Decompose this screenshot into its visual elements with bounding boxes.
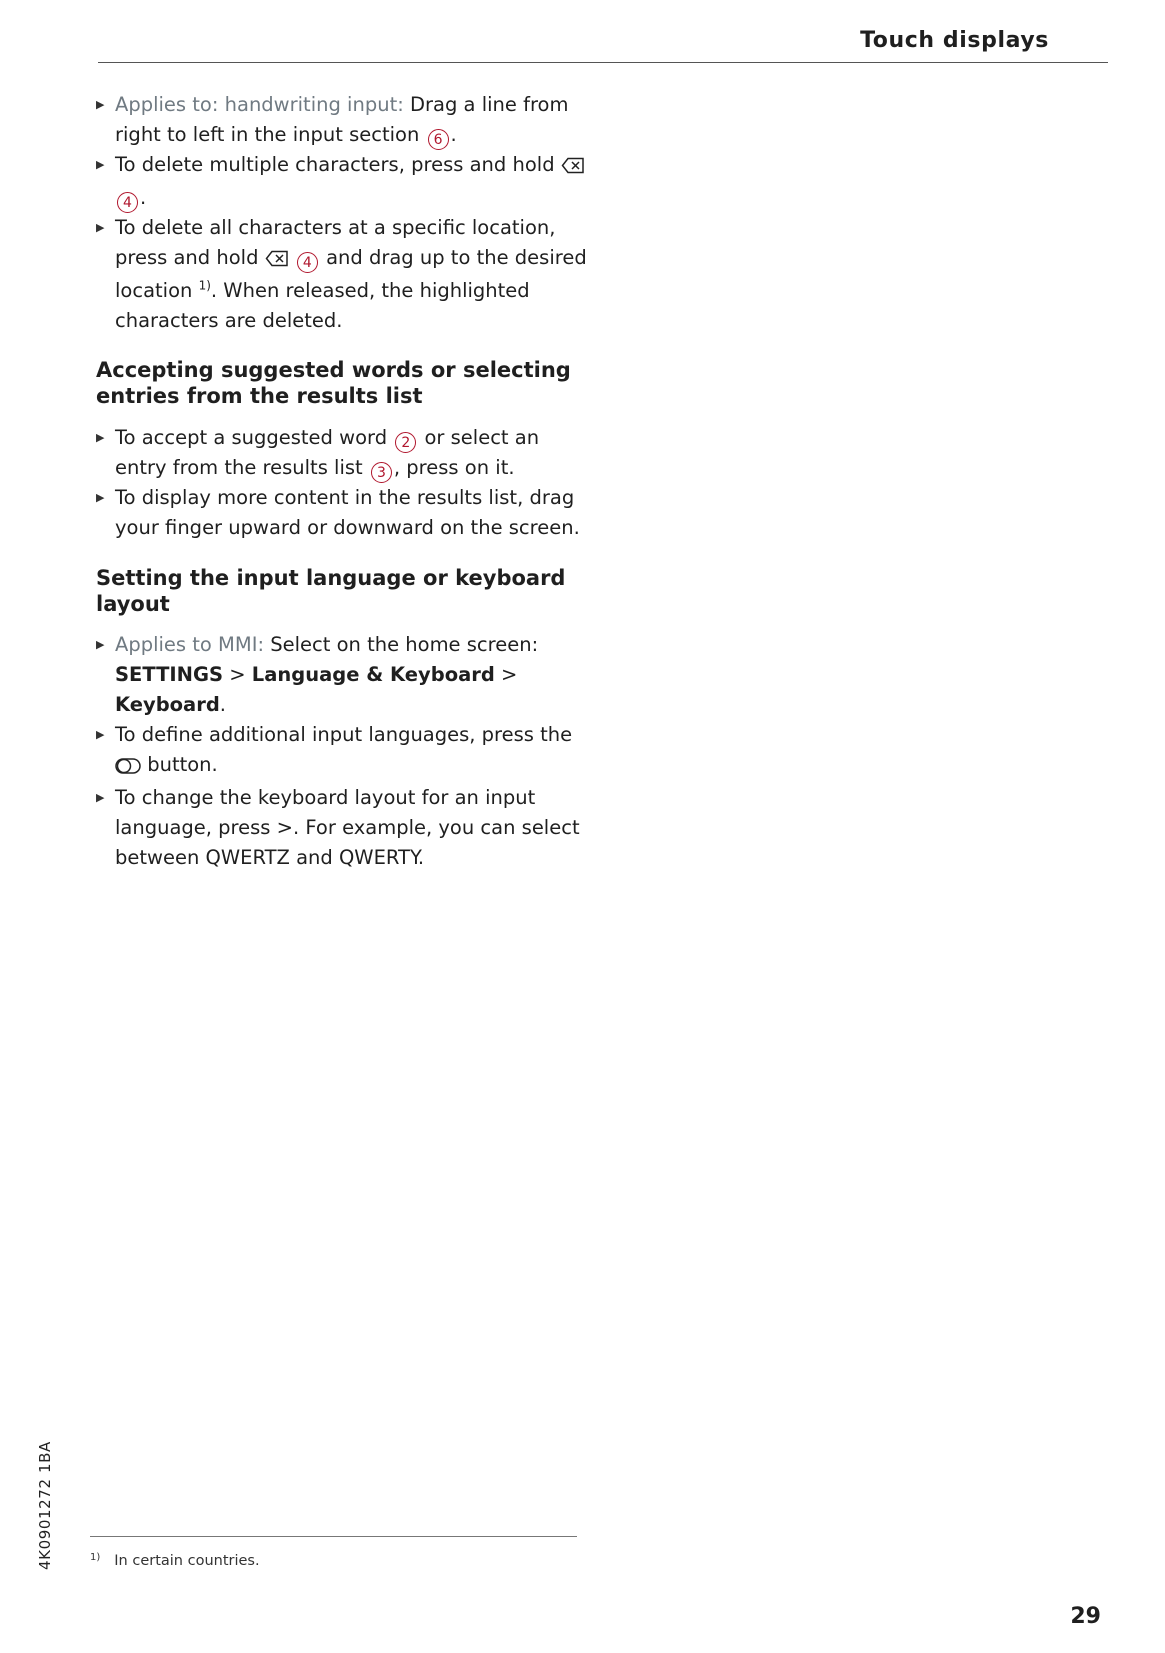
section-heading: Setting the input language or keyboard layout — [96, 566, 566, 616]
backspace-icon — [561, 153, 585, 183]
item-text-end: . — [219, 693, 226, 716]
item-text: Select on the home screen: — [270, 633, 539, 656]
item-text-end: , press on it. — [393, 456, 515, 479]
item-text: To delete multiple characters, press and hold — [115, 153, 555, 176]
footnote-text: In certain countries. — [114, 1553, 260, 1569]
triangle-bullet-icon: ▶ — [96, 98, 105, 111]
item-text: button. — [147, 753, 218, 776]
item-text: To change the keyboard layout for an input language, press >. For example, you can select between QWERTZ and QWERTY. — [115, 786, 580, 869]
item-text: To display more content in the results list, drag your finger upward or downward on the screen. — [115, 486, 580, 539]
list-item — [96, 630, 596, 720]
item-text: Drag a line from right to left in the input section — [115, 93, 569, 146]
list-item — [96, 783, 596, 873]
triangle-bullet-icon: ▶ — [96, 728, 105, 741]
item-text: or select an entry from the results list — [115, 426, 540, 479]
list-item — [96, 423, 596, 483]
reference-badge: 3 — [371, 462, 392, 483]
menu-path-settings: SETTINGS — [115, 663, 224, 686]
triangle-bullet-icon: ▶ — [96, 158, 105, 171]
item-text-end: . — [140, 186, 147, 209]
item-text: To accept a suggested word — [115, 426, 388, 449]
applies-label: Applies to MMI: — [115, 633, 265, 656]
item-text: To define additional input languages, press the — [115, 723, 573, 746]
list-item — [96, 213, 596, 336]
triangle-bullet-icon: ▶ — [96, 791, 105, 804]
toggle-icon — [115, 753, 141, 783]
footnote-reference: 1) — [198, 278, 211, 293]
triangle-bullet-icon: ▶ — [96, 638, 105, 651]
page-number: 29 — [1070, 1604, 1101, 1629]
running-header: Touch displays — [860, 28, 1049, 53]
footnote-mark: 1) — [90, 1552, 101, 1563]
reference-badge: 2 — [395, 432, 416, 453]
triangle-bullet-icon: ▶ — [96, 221, 105, 234]
document-code: 4K0901272 1BA — [36, 1441, 54, 1570]
section-heading: Accepting suggested words or selecting entries from the results list — [96, 358, 571, 408]
triangle-bullet-icon: ▶ — [96, 491, 105, 504]
item-text-end: . When released, the highlighted characters are deleted. — [115, 279, 530, 332]
footnote — [90, 1552, 260, 1569]
backspace-icon — [265, 246, 289, 276]
reference-badge: 4 — [297, 252, 318, 273]
list-item — [96, 720, 596, 783]
path-separator: > — [229, 663, 246, 686]
applies-label: Applies to: handwriting input: — [115, 93, 404, 116]
list-item — [96, 90, 596, 150]
item-text-end: . — [450, 123, 457, 146]
main-column — [96, 90, 596, 873]
path-separator: > — [501, 663, 518, 686]
header-divider — [98, 62, 1108, 63]
triangle-bullet-icon: ▶ — [96, 431, 105, 444]
menu-path-language-keyboard: Language & Keyboard — [251, 663, 495, 686]
reference-badge: 6 — [428, 129, 449, 150]
list-item — [96, 150, 596, 213]
reference-badge: 4 — [117, 192, 138, 213]
footnote-divider — [90, 1536, 577, 1537]
list-item — [96, 483, 596, 543]
item-text: and drag up to the desired location — [115, 246, 587, 302]
item-text: To delete all characters at a specific location, press and hold — [115, 216, 556, 269]
menu-path-keyboard: Keyboard — [115, 693, 220, 716]
